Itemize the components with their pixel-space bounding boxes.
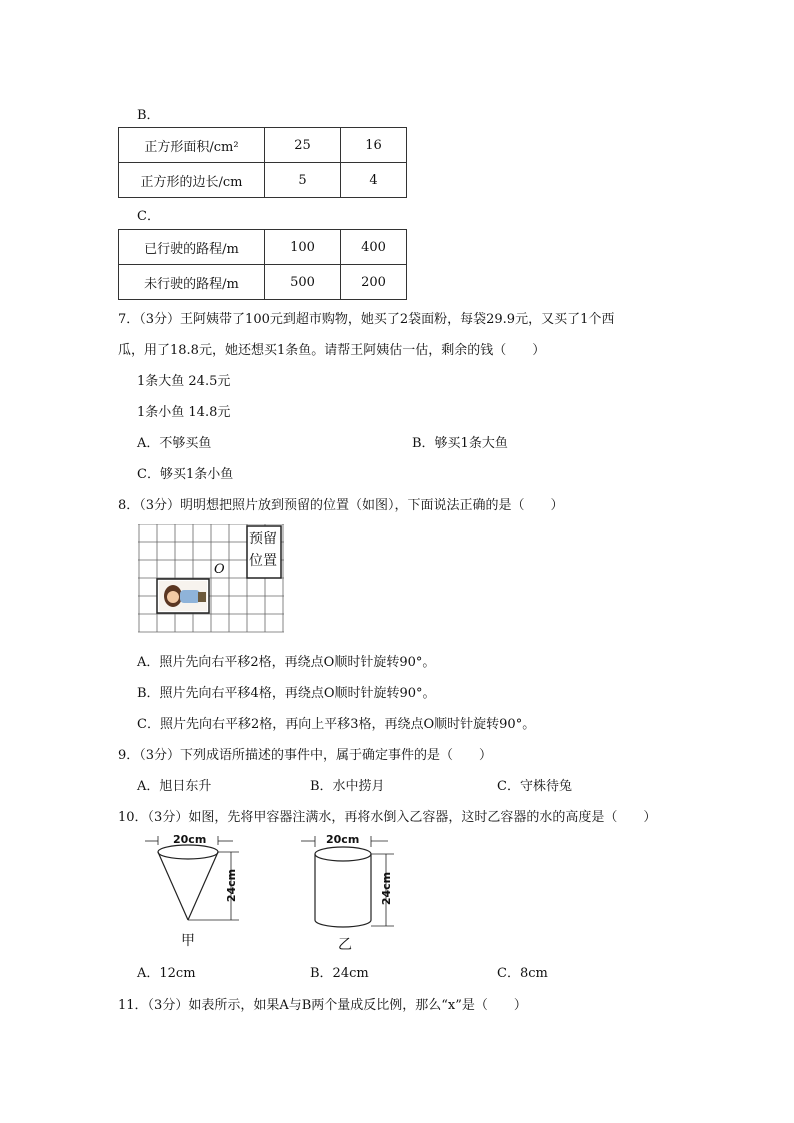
photo-image <box>157 579 209 613</box>
table-cell: 16 <box>341 128 407 163</box>
table-cell: 未行驶的路程/m <box>119 265 265 300</box>
q7-option-b[interactable]: B．够买1条大鱼 <box>412 436 508 451</box>
q10-option-c[interactable]: C．8cm <box>497 966 548 981</box>
reserved-position-line2: 位置 <box>249 553 277 569</box>
q10-option-b[interactable]: B．24cm <box>310 966 369 981</box>
q9-option-b[interactable]: B．水中捞月 <box>310 779 385 794</box>
table-cell: 5 <box>265 163 341 198</box>
table-cell: 4 <box>341 163 407 198</box>
table-cell: 200 <box>341 265 407 300</box>
q7-info-small-fish: 1条小鱼 14.8元 <box>137 405 231 420</box>
q10-cylinder-figure <box>298 832 403 954</box>
q6-table-b <box>118 127 407 198</box>
table-row <box>119 128 407 163</box>
q10-stem: 10．（3分）如图，先将甲容器注满水，再将水倒入乙容器，这时乙容器的水的高度是（ ） <box>118 810 657 825</box>
table-cell: 正方形的边长/cm <box>119 163 265 198</box>
cylinder-name-label: 乙 <box>338 937 352 953</box>
q11-stem: 11．（3分）如表所示，如果A与B两个量成反比例，那么“x”是（ ） <box>118 998 527 1013</box>
table-cell: 正方形面积/cm² <box>119 128 265 163</box>
table-cell: 已行驶的路程/m <box>119 230 265 265</box>
cone-width-label: 20cm <box>173 833 207 846</box>
cylinder-width-label: 20cm <box>326 833 360 846</box>
q7-stem-line2: 瓜，用了18.8元，她还想买1条鱼。请帮王阿姨估一估，剩余的钱（ ） <box>118 343 546 358</box>
q8-grid-figure <box>138 524 284 636</box>
q6-option-c-label: C． <box>137 209 160 224</box>
q6-table-c <box>118 229 407 300</box>
q9-option-c[interactable]: C．守株待兔 <box>497 779 572 794</box>
q9-stem: 9．（3分）下列成语所描述的事件中，属于确定事件的是（ ） <box>118 748 493 763</box>
q9-option-a[interactable]: A．旭日东升 <box>137 779 212 794</box>
table-cell: 400 <box>341 230 407 265</box>
point-o-label: O <box>214 562 225 577</box>
table-cell: 100 <box>265 230 341 265</box>
table-row <box>119 265 407 300</box>
cone-height-label: 24cm <box>225 868 239 903</box>
q8-option-a[interactable]: A．照片先向右平移2格，再绕点O顺时针旋转90°。 <box>137 655 436 670</box>
cone-name-label: 甲 <box>181 933 195 949</box>
table-cell: 25 <box>265 128 341 163</box>
q8-option-c[interactable]: C．照片先向右平移2格，再向上平移3格，再绕点O顺时针旋转90°。 <box>137 717 536 732</box>
cylinder-height-label: 24cm <box>380 871 394 906</box>
q7-stem-line1: 7．（3分）王阿姨带了100元到超市购物，她买了2袋面粉，每袋29.9元，又买了1个西 <box>118 312 615 327</box>
table-row <box>119 230 407 265</box>
q10-cone-figure <box>143 832 253 954</box>
table-row <box>119 163 407 198</box>
q8-option-b[interactable]: B．照片先向右平移4格，再绕点O顺时针旋转90°。 <box>137 686 436 701</box>
q10-option-a[interactable]: A．12cm <box>137 966 196 981</box>
table-cell: 500 <box>265 265 341 300</box>
q7-option-c[interactable]: C．够买1条小鱼 <box>137 467 234 482</box>
q8-stem: 8．（3分）明明想把照片放到预留的位置（如图），下面说法正确的是（ ） <box>118 498 564 513</box>
q7-info-big-fish: 1条大鱼 24.5元 <box>137 374 231 389</box>
q6-option-b-label: B． <box>137 108 160 123</box>
reserved-position-line1: 预留 <box>249 531 277 547</box>
q7-option-a[interactable]: A．不够买鱼 <box>137 436 212 451</box>
